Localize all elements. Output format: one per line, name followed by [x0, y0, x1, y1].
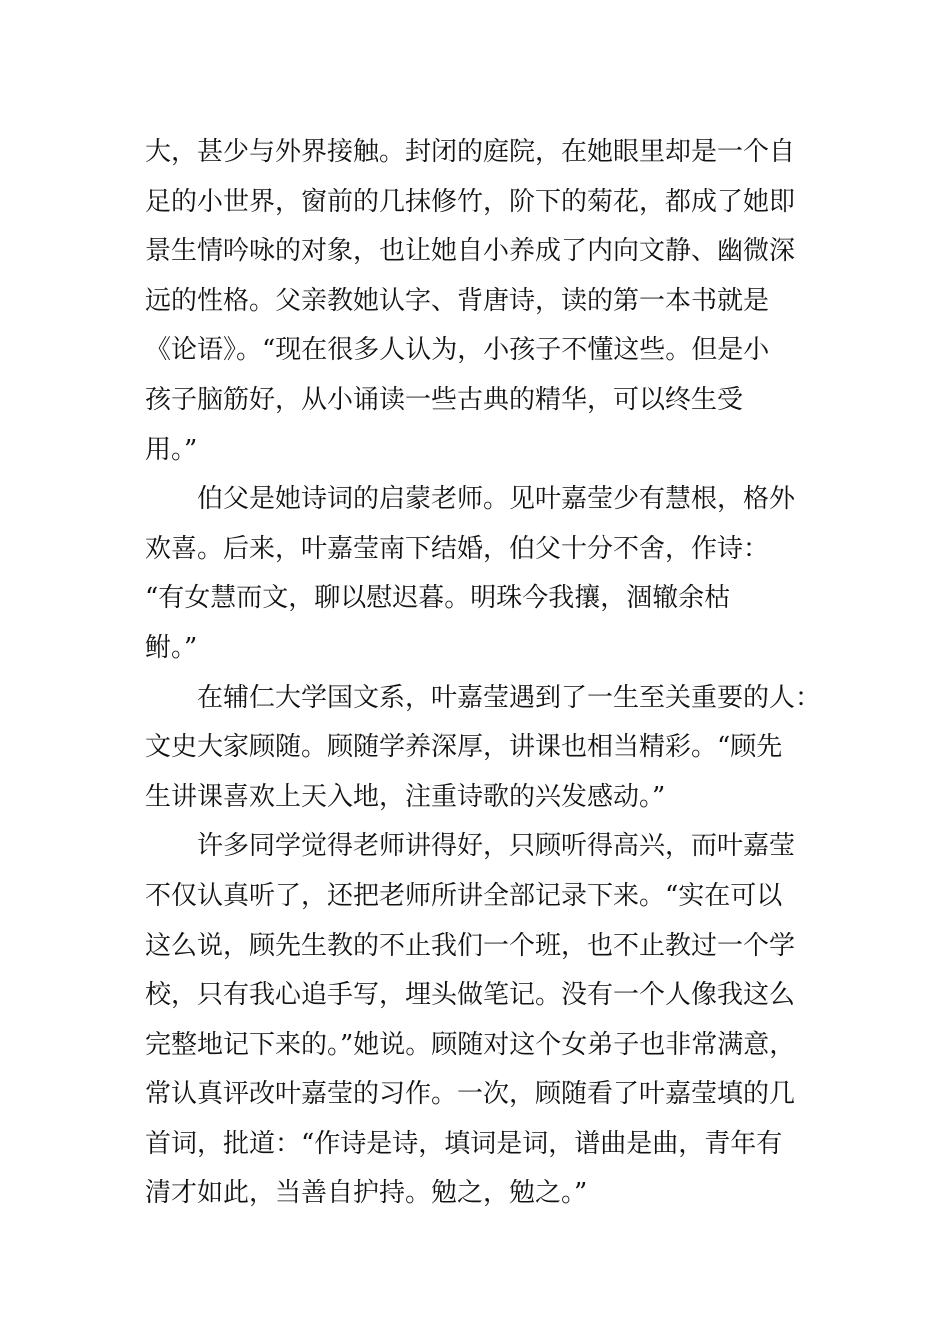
text-line: 远的性格。父亲教她认字、背唐诗，读的第一本书就是 — [145, 285, 770, 316]
text-line: 《论语》。“现在很多人认为，小孩子不懂这些。但是小 — [145, 335, 770, 366]
paragraph-first-line: 在辅仁大学国文系，叶嘉莹遇到了一生至关重要的人： — [197, 682, 822, 713]
text-line: 不仅认真听了，还把老师所讲全部记录下来。“实在可以 — [145, 880, 783, 911]
text-line: 欢喜。后来，叶嘉莹南下结婚，伯父十分不舍，作诗： — [145, 533, 770, 564]
text-line: 完整地记下来的。”她说。顾随对这个女弟子也非常满意， — [145, 1029, 796, 1060]
text-line: 足的小世界，窗前的几抹修竹，阶下的菊花，都成了她即 — [145, 186, 796, 217]
text-line: 孩子脑筋好，从小诵读一些古典的精华，可以终生受 — [145, 384, 744, 415]
paragraph-first-line: 许多同学觉得老师讲得好，只顾听得高兴，而叶嘉莹 — [197, 831, 796, 862]
text-line: 用。” — [145, 434, 198, 465]
paragraph-first-line: 伯父是她诗词的启蒙老师。见叶嘉莹少有慧根，格外 — [197, 484, 796, 515]
text-line: 校，只有我心追手写，埋头做笔记。没有一个人像我这么 — [145, 980, 796, 1011]
text-line: 大，甚少与外界接触。封闭的庭院，在她眼里却是一个自 — [145, 137, 796, 167]
text-line: 首词，批道：“作诗是诗，填词是词，谱曲是曲，青年有 — [145, 1128, 783, 1159]
text-line: 清才如此，当善自护持。勉之，勉之。” — [145, 1178, 588, 1209]
text-line: 这么说，顾先生教的不止我们一个班，也不止教过一个学 — [145, 930, 796, 961]
text-line: 景生情吟咏的对象，也让她自小养成了内向文静、幽微深 — [145, 236, 796, 267]
text-line: 文史大家顾随。顾随学养深厚，讲课也相当精彩。“顾先 — [145, 732, 783, 763]
text-line: “有女慧而文，聊以慰迟暮。明珠今我攘，涸辙余枯 — [145, 583, 731, 614]
text-line: 鲋。” — [145, 632, 198, 663]
body-text — [145, 128, 822, 1219]
text-line: 生讲课喜欢上天入地，注重诗歌的兴发感动。” — [145, 781, 666, 812]
text-line: 常认真评改叶嘉莹的习作。一次，顾随看了叶嘉莹填的几 — [145, 1079, 796, 1110]
